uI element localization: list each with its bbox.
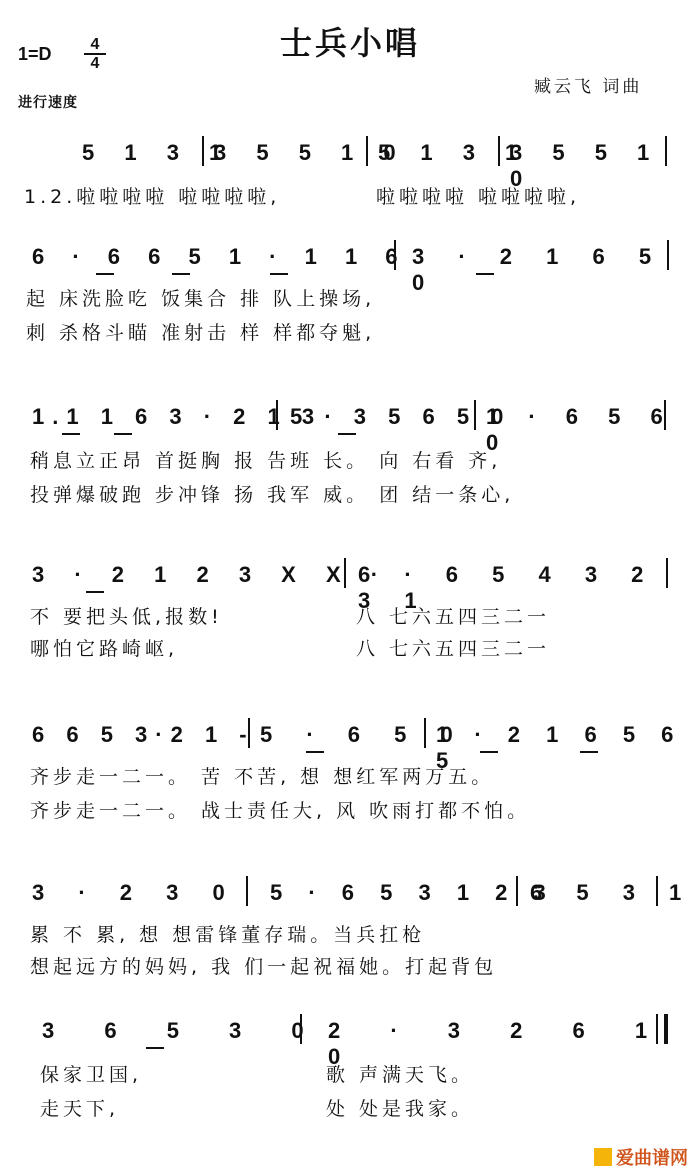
lyric-verse-1: 累 不 累, 想 想雷锋董存瑞。当兵扛枪 (30, 924, 426, 946)
lyric-verse-2: 哪怕它路崎岖, (30, 638, 179, 660)
song-title: 士兵小唱 (279, 24, 420, 62)
lyric-verse-1: 不 要把头低,报数! (30, 606, 223, 628)
barline (664, 400, 666, 430)
underline (114, 433, 132, 435)
key-signature: 1=D (18, 44, 52, 64)
time-denominator: 4 (90, 55, 100, 72)
measure-1: 3 6 5 3 0 (42, 1018, 326, 1043)
barline (246, 876, 248, 906)
measure-1: 3 · 2 3 0 (32, 880, 239, 905)
final-barline (664, 1014, 668, 1044)
measure-2: 5 · 6 5 3 1 2 3 (270, 880, 556, 905)
notation-row-7 (0, 1018, 700, 1069)
notation-row-3 (0, 404, 700, 455)
barline (516, 876, 518, 906)
lyric-verse-2b: 八 七六五四三二一 (356, 638, 551, 660)
lyric-verse-1: 起 床洗脸吃 饭集合 排 队上操场, (26, 288, 376, 310)
lyric-line-1: 1.2.啦啦啦啦 啦啦啦啦, (24, 186, 281, 208)
measure-1: 6 · 6 6 5 1 · 1 1 6 (32, 244, 409, 269)
notation-row-6 (0, 880, 700, 910)
measure-2: 2 · 3 2 6 1 0 (328, 1018, 670, 1069)
barline (498, 136, 500, 166)
barline (424, 718, 426, 748)
measure-3: 5 1 3 1 (378, 140, 530, 165)
barline (344, 558, 346, 588)
lyric-verse-2: 想起远方的妈妈, 我 们一起祝福她。打起背包 (30, 956, 498, 978)
underline (146, 1047, 164, 1049)
underline (62, 433, 80, 435)
lyric-verse-1b: 八 七六五四三二一 (356, 606, 551, 628)
barline (656, 1014, 658, 1044)
measure-3: 1 · 2 1 6 5 6 5 (436, 722, 684, 773)
measure-1: 1.1 1 6 3 · 2 1 3 (32, 404, 323, 429)
barline (666, 558, 668, 588)
notation-row-1 (0, 140, 700, 191)
tempo-marking: 进行速度 (18, 95, 78, 111)
barline (667, 240, 669, 270)
notation-row-2 (0, 244, 700, 295)
lyric-line-1b: 啦啦啦啦 啦啦啦啦, (376, 186, 581, 208)
underline (338, 433, 356, 435)
lyric-verse-2: 投弹爆破跑 步冲锋 扬 我军 威。 团 结一条心, (30, 484, 515, 506)
lyric-verse-1: 齐步走一二一。 苦 不苦, 想 想红军两万五。 (30, 766, 495, 788)
barline (248, 718, 250, 748)
underline (476, 273, 494, 275)
measure-2: 5 · 6 5 0 (260, 722, 467, 747)
measure-2: 3 · 2 1 6 5 0 (412, 244, 666, 295)
underline (96, 273, 114, 275)
underline (172, 273, 190, 275)
measure-1: 6 6 5 3·2 1 - (32, 722, 255, 747)
measure-3: 6 5 3 1 (530, 880, 696, 905)
lyric-verse-2: 刺 杀格斗瞄 准射击 样 样都夺魁, (26, 322, 376, 344)
measure-4: 3 5 5 1 0 (510, 140, 662, 191)
barline (665, 136, 667, 166)
time-numerator: 4 (84, 36, 106, 55)
barline (202, 136, 204, 166)
measure-2: 6 · 6 5 4 3 2 3 1 (358, 562, 658, 613)
lyric-verse-2: 齐步走一二一。 战士责任大, 风 吹雨打都不怕。 (30, 800, 531, 822)
lyric-verse-1b: 歌 声满天飞。 (326, 1064, 475, 1086)
underline (580, 751, 598, 753)
lyric-verse-2: 走天下, (40, 1098, 120, 1120)
barline (474, 400, 476, 430)
lyric-verse-2b: 处 处是我家。 (326, 1098, 475, 1120)
measure-2: 5 · 3 5 6 5 0 (290, 404, 512, 429)
barline (394, 240, 396, 270)
underline (480, 751, 498, 753)
notation-row-4 (0, 562, 700, 613)
site-watermark (594, 1144, 688, 1170)
barline (366, 136, 368, 166)
lyric-verse-1: 保家卫国, (40, 1064, 143, 1086)
underline (306, 751, 324, 753)
underline (86, 591, 104, 593)
measure-2: 3 5 5 1 0 (214, 140, 408, 165)
underline (270, 273, 288, 275)
barline (300, 1014, 302, 1044)
barline (656, 876, 658, 906)
measure-1: 5 1 3 1 (82, 140, 234, 165)
time-signature (84, 36, 106, 72)
logo-icon (594, 1148, 612, 1166)
author-credit: 臧云飞 词曲 (534, 77, 643, 97)
measure-3: 1 · 6 5 6 0 (486, 404, 675, 455)
barline (276, 400, 278, 430)
notation-row-5 (0, 722, 700, 773)
measure-1: 3 · 2 1 2 3 X X · (32, 562, 391, 587)
watermark-text: 爱曲谱网 (616, 1148, 688, 1169)
lyric-verse-1: 稍息立正昂 首挺胸 报 告班 长。 向 右看 齐, (30, 450, 502, 472)
